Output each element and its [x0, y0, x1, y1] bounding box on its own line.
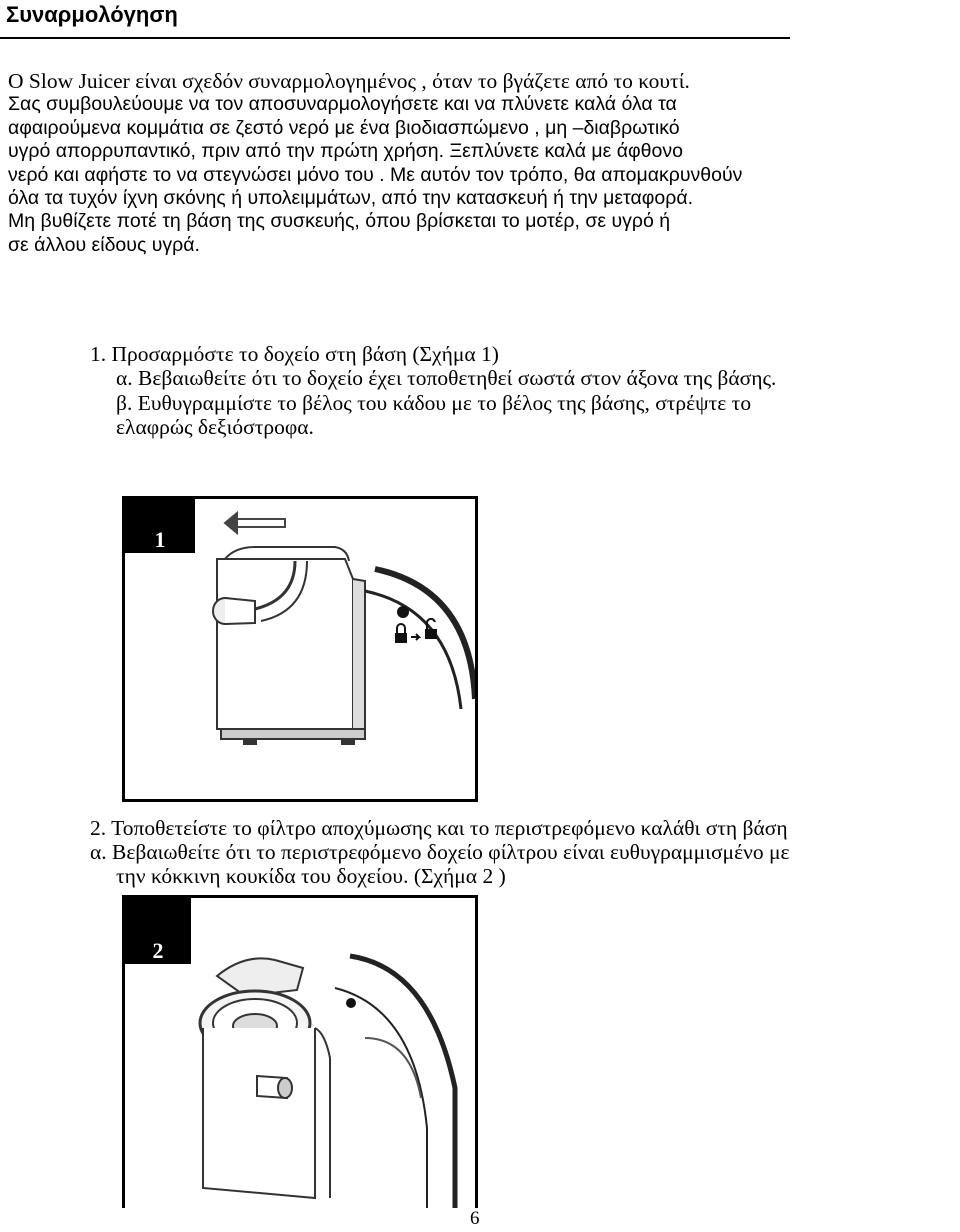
figure-2 [122, 895, 478, 1208]
intro-line: αφαιρούμενα κομμάτια σε ζεστό νερό με ένα βιοδιασπώμενο , μη –διαβρωτικό [8, 116, 680, 139]
step2-substep-a-cont: την κόκκινη κουκίδα του δοχείου. (Σχήμα 2 ) [116, 864, 506, 888]
lock-unlock-icon [395, 619, 437, 643]
step2-substep-a: α. Βεβαιωθείτε ότι το περιστρεφόμενο δοχείο φίλτρου είναι ευθυγραμμισμένο με [90, 840, 790, 864]
intro-line: νερό και αφήστε το να στεγνώσει μόνο του . Με αυτόν τον τρόπο, θα απομακρυνθούν [8, 163, 743, 186]
rotate-arrow-icon [225, 513, 285, 533]
step1-substep-b-cont: ελαφρώς δεξιόστροφα. [116, 415, 314, 439]
intro-line: Ο Slow Juicer είναι σχεδόν συναρμολογημένος , όταν το βγάζετε από το κουτί. [8, 69, 690, 93]
intro-line: Μη βυθίζετε ποτέ τη βάση της συσκευής, όπου βρίσκεται το μοτέρ, σε υγρό ή [8, 210, 671, 233]
figure-2-label: 2 [125, 898, 191, 964]
intro-paragraph [8, 70, 956, 257]
intro-line: υγρό απορρυπαντικό, πριν από την πρώτη χρήση. Ξεπλύνετε καλά με άφθονο [8, 140, 683, 163]
step2-heading: 2. Τοποθετείστε το φίλτρο αποχύμωσης και το περιστρεφόμενο καλάθι στη βάση [90, 816, 788, 840]
figure-1 [122, 496, 478, 802]
step1-heading: 1. Προσαρμόστε το δοχείο στη βάση (Σχήμα 1) [90, 342, 499, 366]
step1-substep-a: α. Βεβαιωθείτε ότι το δοχείο έχει τοποθετηθεί σωστά στον άξονα της βάσης. [116, 366, 777, 390]
intro-line: σε άλλου είδους υγρά. [8, 233, 200, 256]
page-title: Συναρμολόγηση [6, 2, 178, 27]
step1-substep-b: β. Ευθυγραμμίστε το βέλος του κάδου με το βέλος της βάσης, στρέψτε το [116, 391, 752, 415]
intro-line: όλα τα τυχόν ίχνη σκόνης ή υπολειμμάτων, από την κατασκευή ή την μεταφορά. [8, 187, 694, 210]
intro-line: Σας συμβουλεύουμε να τον αποσυναρμολογήσετε και να πλύνετε καλά όλα τα [8, 93, 677, 116]
alignment-dot-icon [397, 606, 409, 618]
page-number: 6 [470, 1208, 480, 1229]
title-divider [0, 37, 790, 39]
alignment-dot-icon [346, 998, 356, 1008]
figure-1-label: 1 [125, 499, 195, 553]
